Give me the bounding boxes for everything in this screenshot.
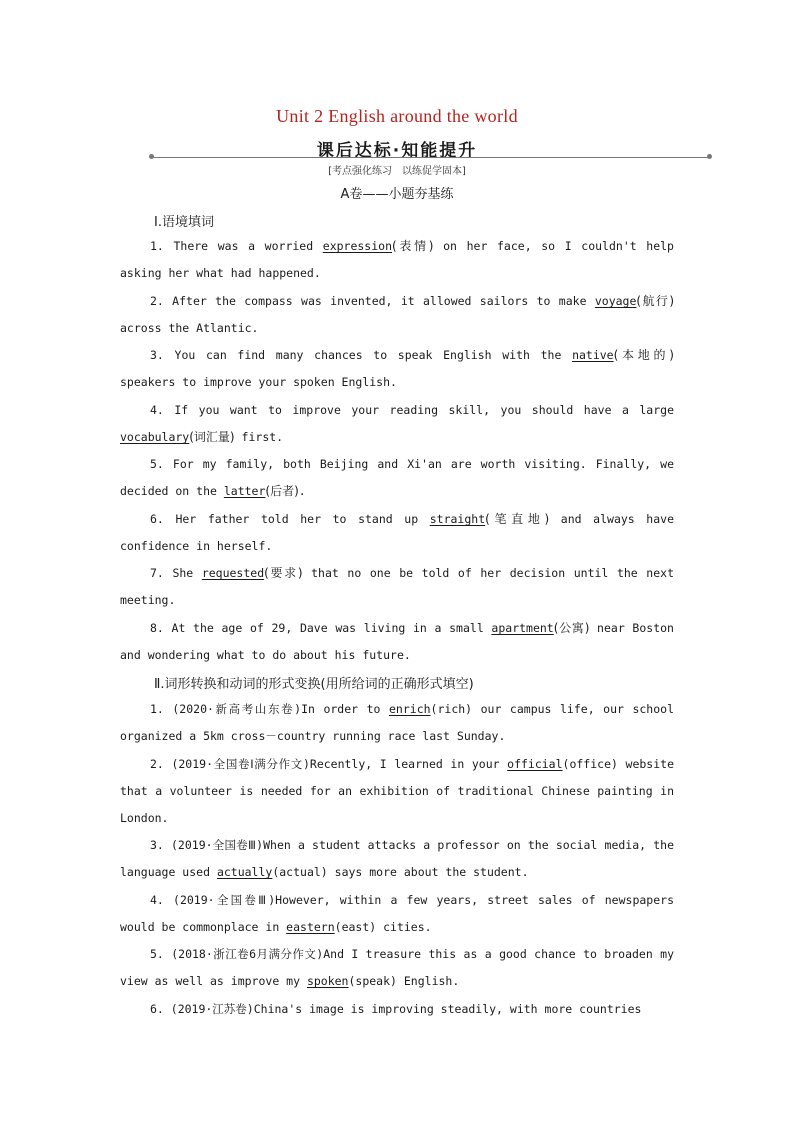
exercise-item: 1. There was a worried expression(表情) on her face, so I couldn't help asking her what had happened. (120, 239, 674, 281)
exercise-item: 4. (2019·全国卷Ⅲ)However, within a few years, street sales of newspapers would be commonplace in eastern(east) cities. (120, 893, 674, 935)
answer-blank: spoken (306, 974, 349, 989)
exercise-item: 2. (2019·全国卷Ⅰ满分作文)Recently, I learned in your official(office) website that a volunteer is needed for an exhibition of traditional Chinese painting in London. (120, 757, 674, 826)
answer-blank: actually (216, 865, 273, 880)
exercise-item: 3. You can find many chances to speak English with the native(本地的) speakers to improve your spoken English. (120, 348, 674, 390)
exercise-item: 8. At the age of 29, Dave was living in a small apartment(公寓) near Boston and wondering what to do about his future. (120, 621, 674, 663)
answer-blank: native (572, 348, 614, 362)
answer-blank: voyage (594, 294, 637, 308)
section-a-heading: A卷——小题夯基练 (340, 187, 454, 202)
section-banner: 课后达标·知能提升 (316, 141, 478, 161)
exercise-item: 4. If you want to improve your reading skill, you should have a large vocabulary(词汇量) first. (120, 403, 674, 445)
exercise-item: 1. (2020·新高考山东卷)In order to enrich(rich) our campus life, our school organized a 5km cross－country running race last Sunday. (120, 702, 674, 744)
banner-rule (152, 157, 710, 158)
answer-blank: enrich (389, 702, 431, 716)
answer-blank: latter (223, 484, 266, 499)
answer-blank: eastern (286, 920, 335, 935)
banner-subtag: [考点强化练习 以练促学固本] (328, 166, 466, 177)
answer-blank: straight (429, 512, 486, 526)
exercise-item: 3. (2019·全国卷Ⅲ)When a student attacks a professor on the social media, the language used actually(actual) says more about the student. (120, 838, 674, 880)
exercise-item: 5. For my family, both Beijing and Xi'an are worth visiting. Finally, we decided on the latter(后者). (120, 457, 674, 499)
answer-blank: requested (201, 566, 265, 580)
exercise-item: 2. After the compass was invented, it allowed sailors to make voyage(航行) across the Atlantic. (120, 294, 674, 336)
part1-heading: Ⅰ.语境填词 (154, 215, 214, 230)
exercise-item: 6. (2019·江苏卷)China's image is improving steadily, with more countries (150, 1002, 642, 1016)
exercise-item: 5. (2018·浙江卷6月满分作文)And I treasure this as a good chance to broaden my view as well as improve my spoken(speak) English. (120, 947, 674, 989)
exercise-item: 7. She requested(要求) that no one be told of her decision until the next meeting. (120, 566, 674, 608)
exercise-item: 6. Her father told her to stand up straight(笔直地) and always have confidence in herself. (120, 512, 675, 554)
part2-heading: Ⅱ.词形转换和动词的形式变换(用所给词的正确形式填空) (154, 677, 474, 692)
answer-blank: apartment (491, 621, 554, 635)
answer-blank: vocabulary (120, 430, 190, 445)
answer-blank: expression (322, 239, 393, 253)
rule-left-dot (149, 154, 154, 159)
rule-right-dot (707, 154, 712, 159)
unit-title: Unit 2 English around the world (276, 106, 518, 126)
answer-blank: official (507, 757, 563, 771)
